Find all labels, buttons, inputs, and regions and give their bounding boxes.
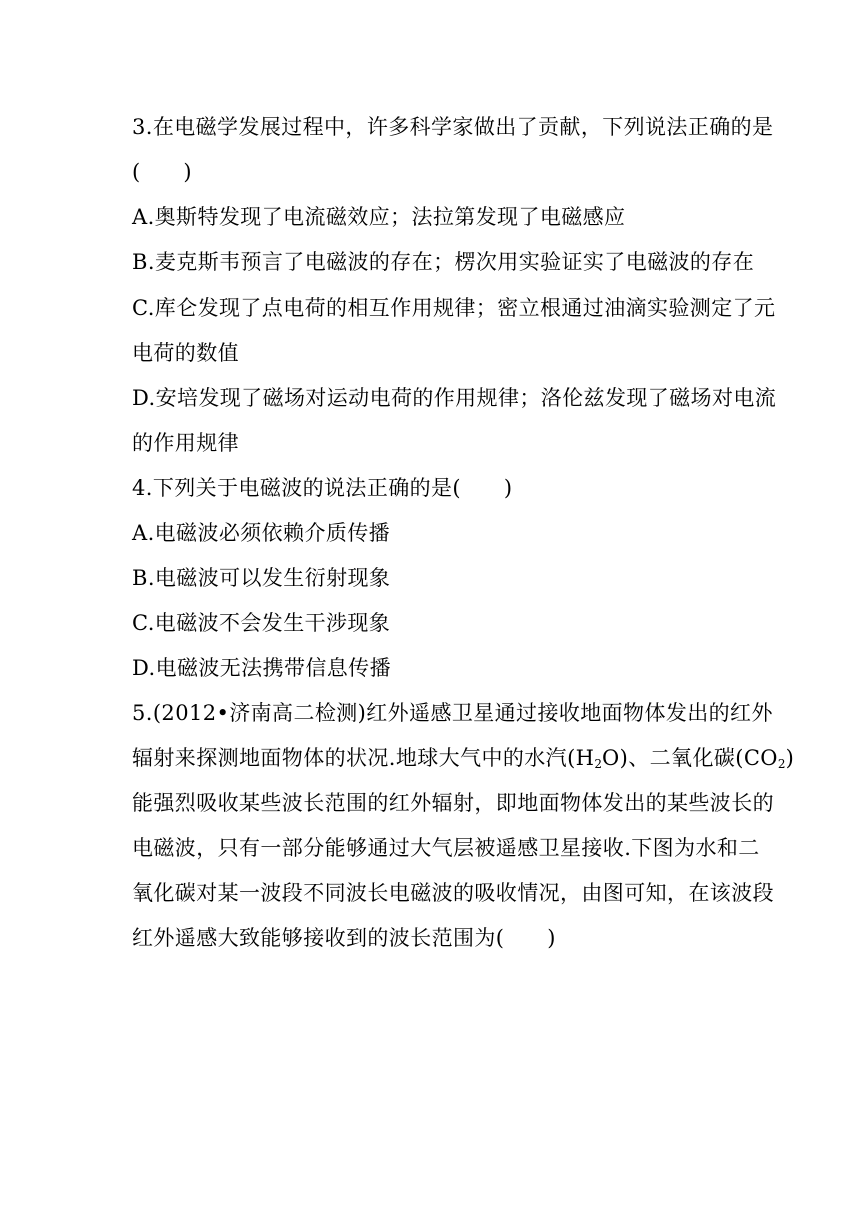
q3-option-a: A.奥斯特发现了电流磁效应；法拉第发现了电磁感应 [132, 205, 626, 229]
q4-option-c: C.电磁波不会发生干涉现象 [132, 611, 391, 635]
q3-option-b: B.麦克斯韦预言了电磁波的存在；楞次用实验证实了电磁波的存在 [132, 250, 755, 274]
co2-subscript: 2 [777, 757, 786, 771]
q5-line6: 红外遥感大致能够接收到的波长范围为( ) [132, 926, 556, 950]
q4-stem: 4.下列关于电磁波的说法正确的是( ) [132, 476, 513, 500]
q5-line4: 电磁波，只有一部分能够通过大气层被遥感卫星接收.下图为水和二 [132, 836, 760, 860]
q4-option-a: A.电磁波必须依赖介质传播 [132, 521, 391, 545]
q3-option-d-line2: 的作用规律 [132, 431, 239, 455]
h2o-subscript: 2 [594, 757, 603, 771]
q5-line2-text-a: 辐射来探测地面物体的状况.地球大气中的水汽(H [132, 746, 595, 770]
q3-stem-line2: ( ) [132, 160, 192, 184]
q5-line2-text-b: O)、二氧化碳(CO [602, 746, 778, 770]
q5-line1: 5.(2012•济南高二检测)红外遥感卫星通过接收地面物体发出的红外 [132, 701, 773, 725]
q3-stem-line1: 3.在电磁学发展过程中，许多科学家做出了贡献，下列说法正确的是 [132, 115, 774, 139]
q5-line2-text-c: ) [785, 746, 795, 770]
q4-option-b: B.电磁波可以发生衍射现象 [132, 566, 391, 590]
q5-line2 [132, 743, 795, 779]
q5-line3: 能强烈吸收某些波长范围的红外辐射，即地面物体发出的某些波长的 [132, 791, 774, 815]
q4-option-d: D.电磁波无法携带信息传播 [132, 656, 391, 680]
q5-line5: 氧化碳对某一波段不同波长电磁波的吸收情况，由图可知，在该波段 [132, 881, 774, 905]
q3-option-d-line1: D.安培发现了磁场对运动电荷的作用规律；洛伦兹发现了磁场对电流 [132, 386, 777, 410]
q3-option-c-line2: 电荷的数值 [132, 341, 239, 365]
q3-option-c-line1: C.库仑发现了点电荷的相互作用规律；密立根通过油滴实验测定了元 [132, 296, 776, 320]
